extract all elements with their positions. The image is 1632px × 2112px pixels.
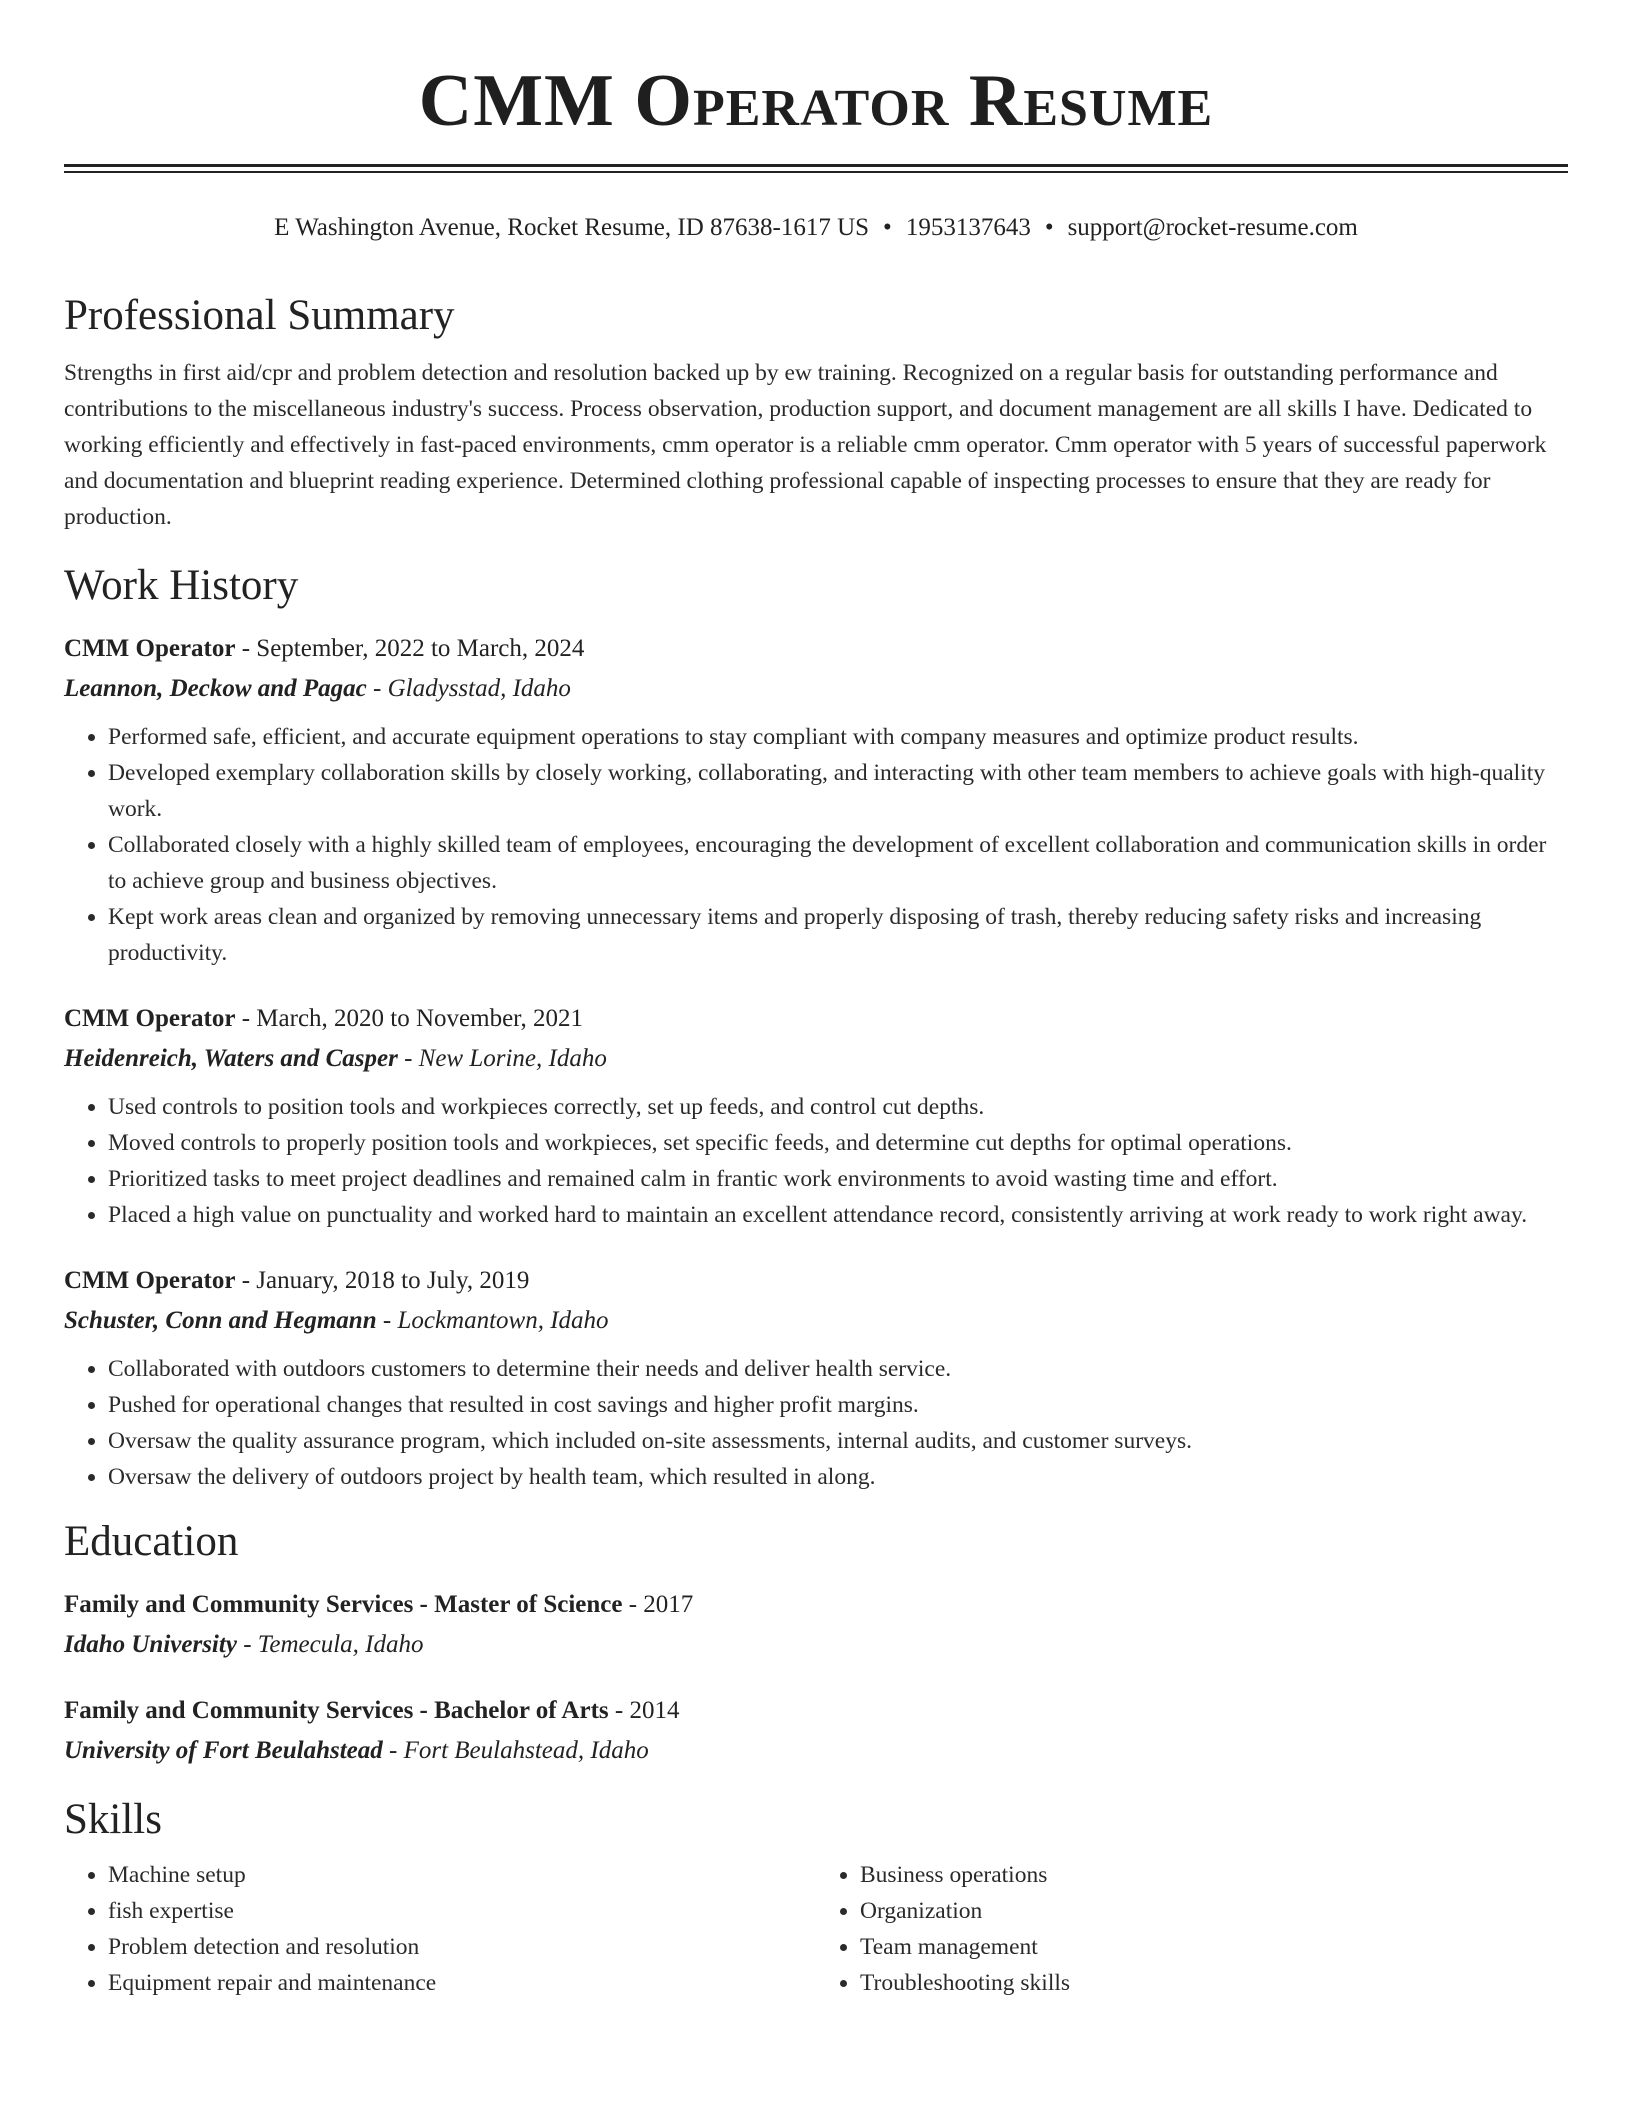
job-dates: - March, 2020 to November, 2021: [235, 1005, 584, 1032]
school-line: [64, 1627, 1568, 1663]
job-title: CMM Operator: [64, 1267, 236, 1294]
job-company: Heidenreich, Waters and Casper: [64, 1045, 398, 1072]
job-entry: [64, 631, 1568, 971]
degree-year: - 2017: [622, 1591, 694, 1618]
job-duties: [64, 1351, 1568, 1495]
job-company-line: [64, 1041, 1568, 1077]
job-duty: • Developed exemplary collaboration skills by closely working, collaborating, and interacting with other team members to achieve goals with high-quality work.: [108, 755, 1568, 827]
education-entry: [64, 1587, 1568, 1663]
job-title: CMM Operator: [64, 1005, 236, 1032]
job-duty: • Collaborated closely with a highly skilled team of employees, encouraging the development of excellent collaboration and communication skills in order to achieve group and business objectives.: [108, 827, 1568, 899]
job-duty: • Oversaw the quality assurance program, which included on-site assessments, internal audits, and customer surveys.: [108, 1423, 1568, 1459]
job-company: Leannon, Deckow and Pagac: [64, 675, 367, 702]
school-name: University of Fort Beulahstead: [64, 1737, 383, 1764]
job-duties: [64, 719, 1568, 971]
job-duty: • Used controls to position tools and workpieces correctly, set up feeds, and control cut depths.: [108, 1089, 1568, 1125]
summary-text: Strengths in first aid/cpr and problem detection and resolution backed up by ew training. Recognized on a regular basis for outstanding performance and contributions to the miscellaneous industry's success. Process observation, production support, and document management are all skills I have. Dedicated to working efficiently and effectively in fast-paced environments, cmm operator is a reliable cmm operator. Cmm operator with 5 years of successful paperwork and documentation and blueprint reading experience. Determined clothing professional capable of inspecting processes to ensure that they are ready for production.: [64, 360, 1547, 530]
job-header: [64, 631, 1568, 667]
skill-item: • Machine setup: [108, 1857, 816, 1893]
title-divider-thick: [64, 164, 1568, 167]
school-location: - Temecula, Idaho: [236, 1631, 424, 1658]
job-duty: • Moved controls to properly position tools and workpieces, set specific feeds, and determine cut depths for optimal operations.: [108, 1125, 1568, 1161]
skill-item: • fish expertise: [108, 1893, 816, 1929]
job-company-line: [64, 671, 1568, 707]
job-entry: [64, 1001, 1568, 1233]
contact-separator: •: [1044, 214, 1054, 241]
resume-title: CMM Operator Resume: [418, 60, 1214, 142]
skills-heading: Skills: [64, 1796, 162, 1843]
job-company-line: [64, 1303, 1568, 1339]
job-location: - Lockmantown, Idaho: [376, 1307, 609, 1334]
skills-column-left: [64, 1857, 816, 2001]
job-dates: - January, 2018 to July, 2019: [235, 1267, 530, 1294]
skill-item: • Problem detection and resolution: [108, 1929, 816, 1965]
job-duty: • Placed a high value on punctuality and worked hard to maintain an excellent attendance record, consistently arriving at work ready to work right away.: [108, 1197, 1568, 1233]
skills-column-right: [816, 1857, 1568, 2001]
job-title: CMM Operator: [64, 635, 236, 662]
contact-separator: •: [883, 214, 892, 241]
contact-email: support@rocket-resume.com: [1067, 214, 1358, 241]
summary-heading: Professional Summary: [64, 292, 455, 339]
job-duty: • Oversaw the delivery of outdoors project by health team, which resulted in along.: [108, 1459, 1568, 1495]
contact-address: E Washington Avenue, Rocket Resume, ID 87638-1617 US: [274, 214, 870, 241]
skill-item: • Organization: [860, 1893, 1568, 1929]
job-entry: [64, 1263, 1568, 1495]
job-dates: - September, 2022 to March, 2024: [235, 635, 585, 662]
job-header: [64, 1001, 1568, 1037]
degree-line: [64, 1693, 1568, 1729]
skill-item: • Troubleshooting skills: [860, 1965, 1568, 2001]
degree-year: - 2014: [608, 1697, 680, 1724]
job-location: - New Lorine, Idaho: [397, 1045, 607, 1072]
education-heading: Education: [64, 1518, 239, 1565]
degree-name: Family and Community Services - Master of Science: [64, 1591, 623, 1618]
job-duty: • Kept work areas clean and organized by removing unnecessary items and properly disposing of trash, thereby reducing safety risks and increasing productivity.: [108, 899, 1568, 971]
skills-list: [64, 1857, 1568, 2001]
skill-item: • Equipment repair and maintenance: [108, 1965, 816, 2001]
work-history-heading: Work History: [64, 562, 299, 609]
job-company: Schuster, Conn and Hegmann: [64, 1307, 377, 1334]
school-location: - Fort Beulahstead, Idaho: [382, 1737, 649, 1764]
job-duties: [64, 1089, 1568, 1233]
school-name: Idaho University: [64, 1631, 237, 1658]
job-header: [64, 1263, 1568, 1299]
job-location: - Gladysstad, Idaho: [366, 675, 571, 702]
degree-line: [64, 1587, 1568, 1623]
title-divider-thin: [64, 171, 1568, 179]
job-duty: • Prioritized tasks to meet project deadlines and remained calm in frantic work environments to avoid wasting time and effort.: [108, 1161, 1568, 1197]
skill-item: • Team management: [860, 1929, 1568, 1965]
degree-name: Family and Community Services - Bachelor of Arts: [64, 1697, 609, 1724]
skill-item: • Business operations: [860, 1857, 1568, 1893]
job-duty: • Pushed for operational changes that resulted in cost savings and higher profit margins.: [108, 1387, 1568, 1423]
contact-line: [64, 211, 1568, 245]
education-entry: [64, 1693, 1568, 1769]
contact-phone: 1953137643: [905, 214, 1031, 241]
school-line: [64, 1733, 1568, 1769]
job-duty: • Collaborated with outdoors customers to determine their needs and deliver health service.: [108, 1351, 1568, 1387]
job-duty: • Performed safe, efficient, and accurate equipment operations to stay compliant with company measures and optimize product results.: [108, 719, 1568, 755]
